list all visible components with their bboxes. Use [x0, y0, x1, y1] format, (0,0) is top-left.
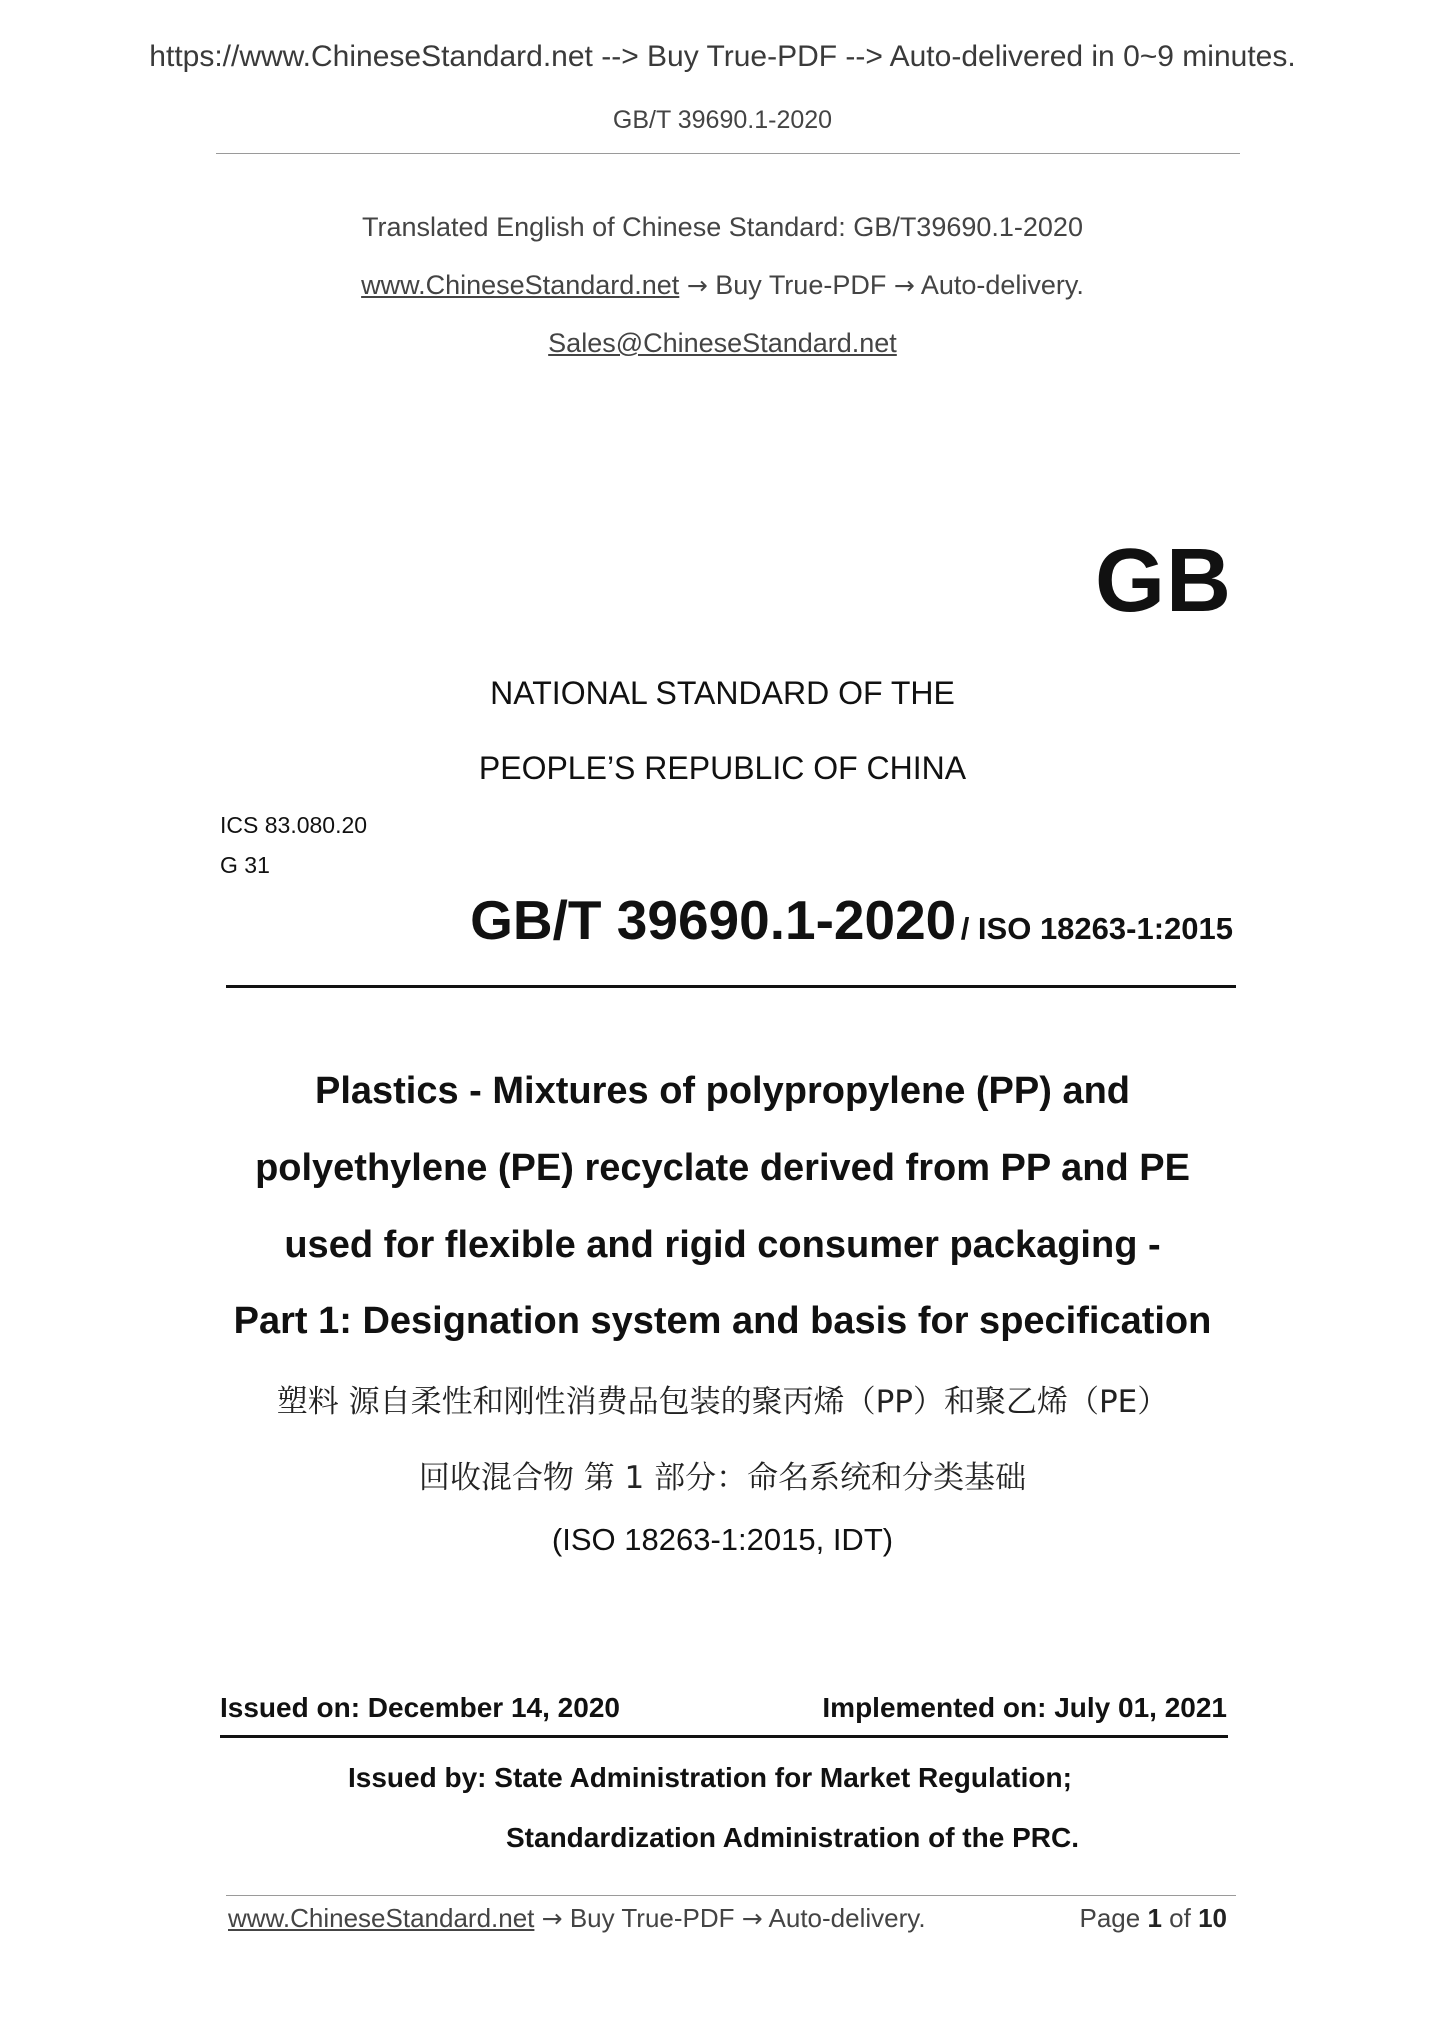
arrow-right-icon: →	[541, 1904, 563, 1933]
iso-reference: / ISO 18263-1:2015	[960, 911, 1233, 946]
implemented-on-date: Implemented on: July 01, 2021	[822, 1692, 1227, 1723]
header-divider	[216, 153, 1240, 154]
arrow-right-icon: →	[741, 1904, 763, 1933]
sales-line	[0, 328, 1445, 359]
auto-delivery-text: Auto-delivery.	[920, 270, 1084, 300]
gb-mark: GB	[1095, 531, 1232, 631]
of-label: of	[1169, 1903, 1191, 1933]
buy-pdf-text: Buy True-PDF	[715, 270, 887, 300]
footer-delivery-text: Auto-delivery.	[768, 1903, 926, 1933]
footer-buy-text: Buy True-PDF	[569, 1903, 735, 1933]
chinese-title-line: 塑料 源自柔性和刚性消费品包装的聚丙烯（PP）和聚乙烯（PE）	[276, 1384, 1169, 1420]
sales-email-link[interactable]: Sales@ChineseStandard.net	[548, 328, 897, 358]
page-label: Page	[1079, 1903, 1141, 1933]
title-line: used for flexible and rigid consumer packaging -	[284, 1224, 1161, 1266]
page-indicator	[1079, 1903, 1227, 1934]
ccs-code: G 31	[220, 852, 270, 878]
arrow-right-icon: →	[686, 271, 708, 300]
code-divider	[226, 985, 1236, 988]
issuer-line-2: Standardization Administration of the PRC.	[506, 1822, 1079, 1853]
title-line: polyethylene (PE) recyclate derived from PP and PE	[255, 1147, 1190, 1189]
header-standard-code: GB/T 39690.1-2020	[612, 106, 833, 134]
total-pages: 10	[1198, 1903, 1227, 1933]
site-line	[0, 270, 1445, 301]
iso-equivalence: (ISO 18263-1:2015, IDT)	[551, 1522, 894, 1557]
footer-site-link[interactable]: www.ChineseStandard.net	[228, 1903, 535, 1933]
arrow-right-icon: →	[893, 271, 915, 300]
chinese-title-line: 回收混合物 第 1 部分：命名系统和分类基础	[418, 1460, 1027, 1496]
issued-on-date: Issued on: December 14, 2020	[220, 1692, 620, 1723]
page-number: 1	[1147, 1903, 1162, 1933]
header-banner: https://www.ChineseStandard.net --> Buy True-PDF --> Auto-delivered in 0~9 minutes.	[149, 40, 1296, 73]
site-link[interactable]: www.ChineseStandard.net	[361, 270, 680, 300]
standard-code-row	[470, 888, 1233, 952]
title-line: Plastics - Mixtures of polypropylene (PP) and	[314, 1070, 1131, 1112]
issuer-line-1: Issued by: State Administration for Market Regulation;	[348, 1762, 1072, 1793]
ics-code: ICS 83.080.20	[220, 812, 368, 838]
national-standard-line-2: PEOPLE’S REPUBLIC OF CHINA	[478, 750, 967, 786]
footer-site-line	[228, 1903, 926, 1934]
dates-divider	[220, 1735, 1228, 1738]
standard-code: GB/T 39690.1-2020	[470, 889, 957, 951]
national-standard-line-1: NATIONAL STANDARD OF THE	[490, 675, 955, 711]
footer-divider	[226, 1895, 1236, 1896]
translation-line: Translated English of Chinese Standard: GB/T39690.1-2020	[362, 212, 1083, 242]
title-line: Part 1: Designation system and basis for specification	[233, 1300, 1212, 1342]
